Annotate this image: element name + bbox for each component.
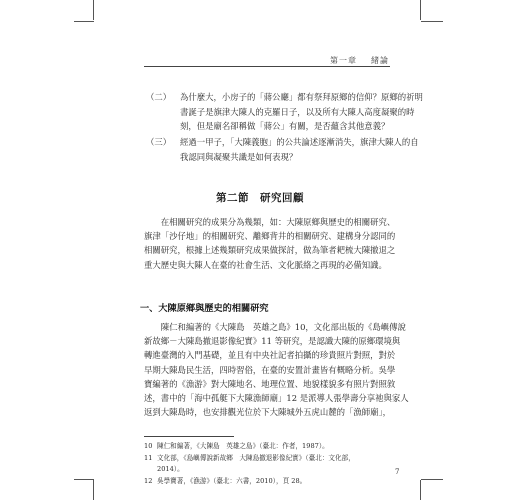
- question-item: [146, 90, 423, 134]
- page-number: 7: [395, 468, 400, 476]
- paragraph-line: 早期大陳島民生活，四時習俗，在臺的安置計畫皆有概略分析。吳學: [144, 364, 396, 375]
- footnote: [144, 441, 329, 452]
- paragraph-line: 相關研究，根據上述幾類研究成果做探討，做為筆者耙梳大陳撤退之: [144, 245, 396, 256]
- paragraph-line: 重大歷史與大陳人在臺的社會生活、文化脈絡之再現的必備知識。: [144, 259, 387, 270]
- paragraph-line: 寶編著的《漁游》對大陳地名、地理位置、地貌樣貌多有照片對照敘: [144, 378, 396, 389]
- footnote-text: 陳仁和編著，《大陳島 英雄之島》（臺北：作者，1987）。: [157, 442, 329, 450]
- footnote-rule: [144, 436, 234, 437]
- question-label: （三）: [146, 137, 172, 147]
- footnote-number: 12: [144, 477, 153, 485]
- body-paragraph: [144, 320, 409, 419]
- chapter-label: 第一章: [330, 56, 357, 65]
- header-rule: [144, 66, 390, 67]
- footnote-number: 11: [144, 454, 153, 462]
- section-title: 第二節 研究回顧: [216, 192, 304, 204]
- footnote-text: 吳學寶著，《漁游》（臺北：六書，2010），頁 28。: [157, 477, 307, 485]
- paragraph-line: 轉進臺灣的入門基礎，並且有中央社記者拍攝的珍貴照片對照，對於: [144, 350, 396, 361]
- intro-paragraph: [144, 215, 395, 272]
- question-line: 我認同與凝聚共識是如何表現？: [180, 151, 298, 162]
- paragraph-line: 新故鄉－大陳島撤退影像紀實》11 等研究，是認識大陳的原鄉環境與: [144, 336, 401, 347]
- paragraph-line: 旗津「沙仔地」的相關研究、離鄉背井的相關研究、建構身分認同的: [144, 231, 396, 242]
- footnote: [144, 476, 306, 487]
- question-label: （二）: [146, 92, 172, 102]
- footnote-text: 文化部，《島嶼傳說新故鄉 大陳島撤退影像紀實》（臺北：文化部，: [157, 454, 355, 462]
- running-head: [330, 55, 389, 66]
- question-item: [146, 135, 419, 164]
- paragraph-line: 陳仁和編著的《大陳島 英雄之島》10，文化部出版的《島嶼傳說: [144, 322, 406, 332]
- question-line: 經過一甲子，「大陳義胞」的公共論述逐漸消失，旗津大陳人的自: [180, 137, 419, 147]
- paragraph-line: 述，書中的「海中孤艇下大陳漁師廟」12 是派導人張學壽分享祂與家人: [144, 393, 409, 404]
- chapter-title: 緒論: [371, 56, 389, 65]
- paragraph-line: 返到大陳島時，也安排觀光位於下大陳城外五虎山麓的「漁師廟」，: [144, 407, 392, 418]
- footnote-number: 10: [144, 442, 153, 450]
- footnote: [144, 453, 355, 474]
- paragraph-line: 在相關研究的成果分為幾類，如：大陳原鄉與歷史的相關研究、: [144, 217, 396, 227]
- question-line: 刻，但是廟名卻稱做「蔣公」有關，是否蘊含其他意義？: [180, 121, 390, 131]
- footnote-text: 2014）。: [157, 464, 184, 473]
- question-line: 為什麼大，小房子的「蔣公廳」都有祭拜原鄉的信仰？原鄉的祈明: [180, 92, 423, 102]
- question-line: 書誕子是旗津大陳人的克羅日子，以及所有大陳人高度凝聚的時: [180, 106, 415, 117]
- subheading: 一、大陳原鄉與歷史的相關研究: [140, 303, 269, 314]
